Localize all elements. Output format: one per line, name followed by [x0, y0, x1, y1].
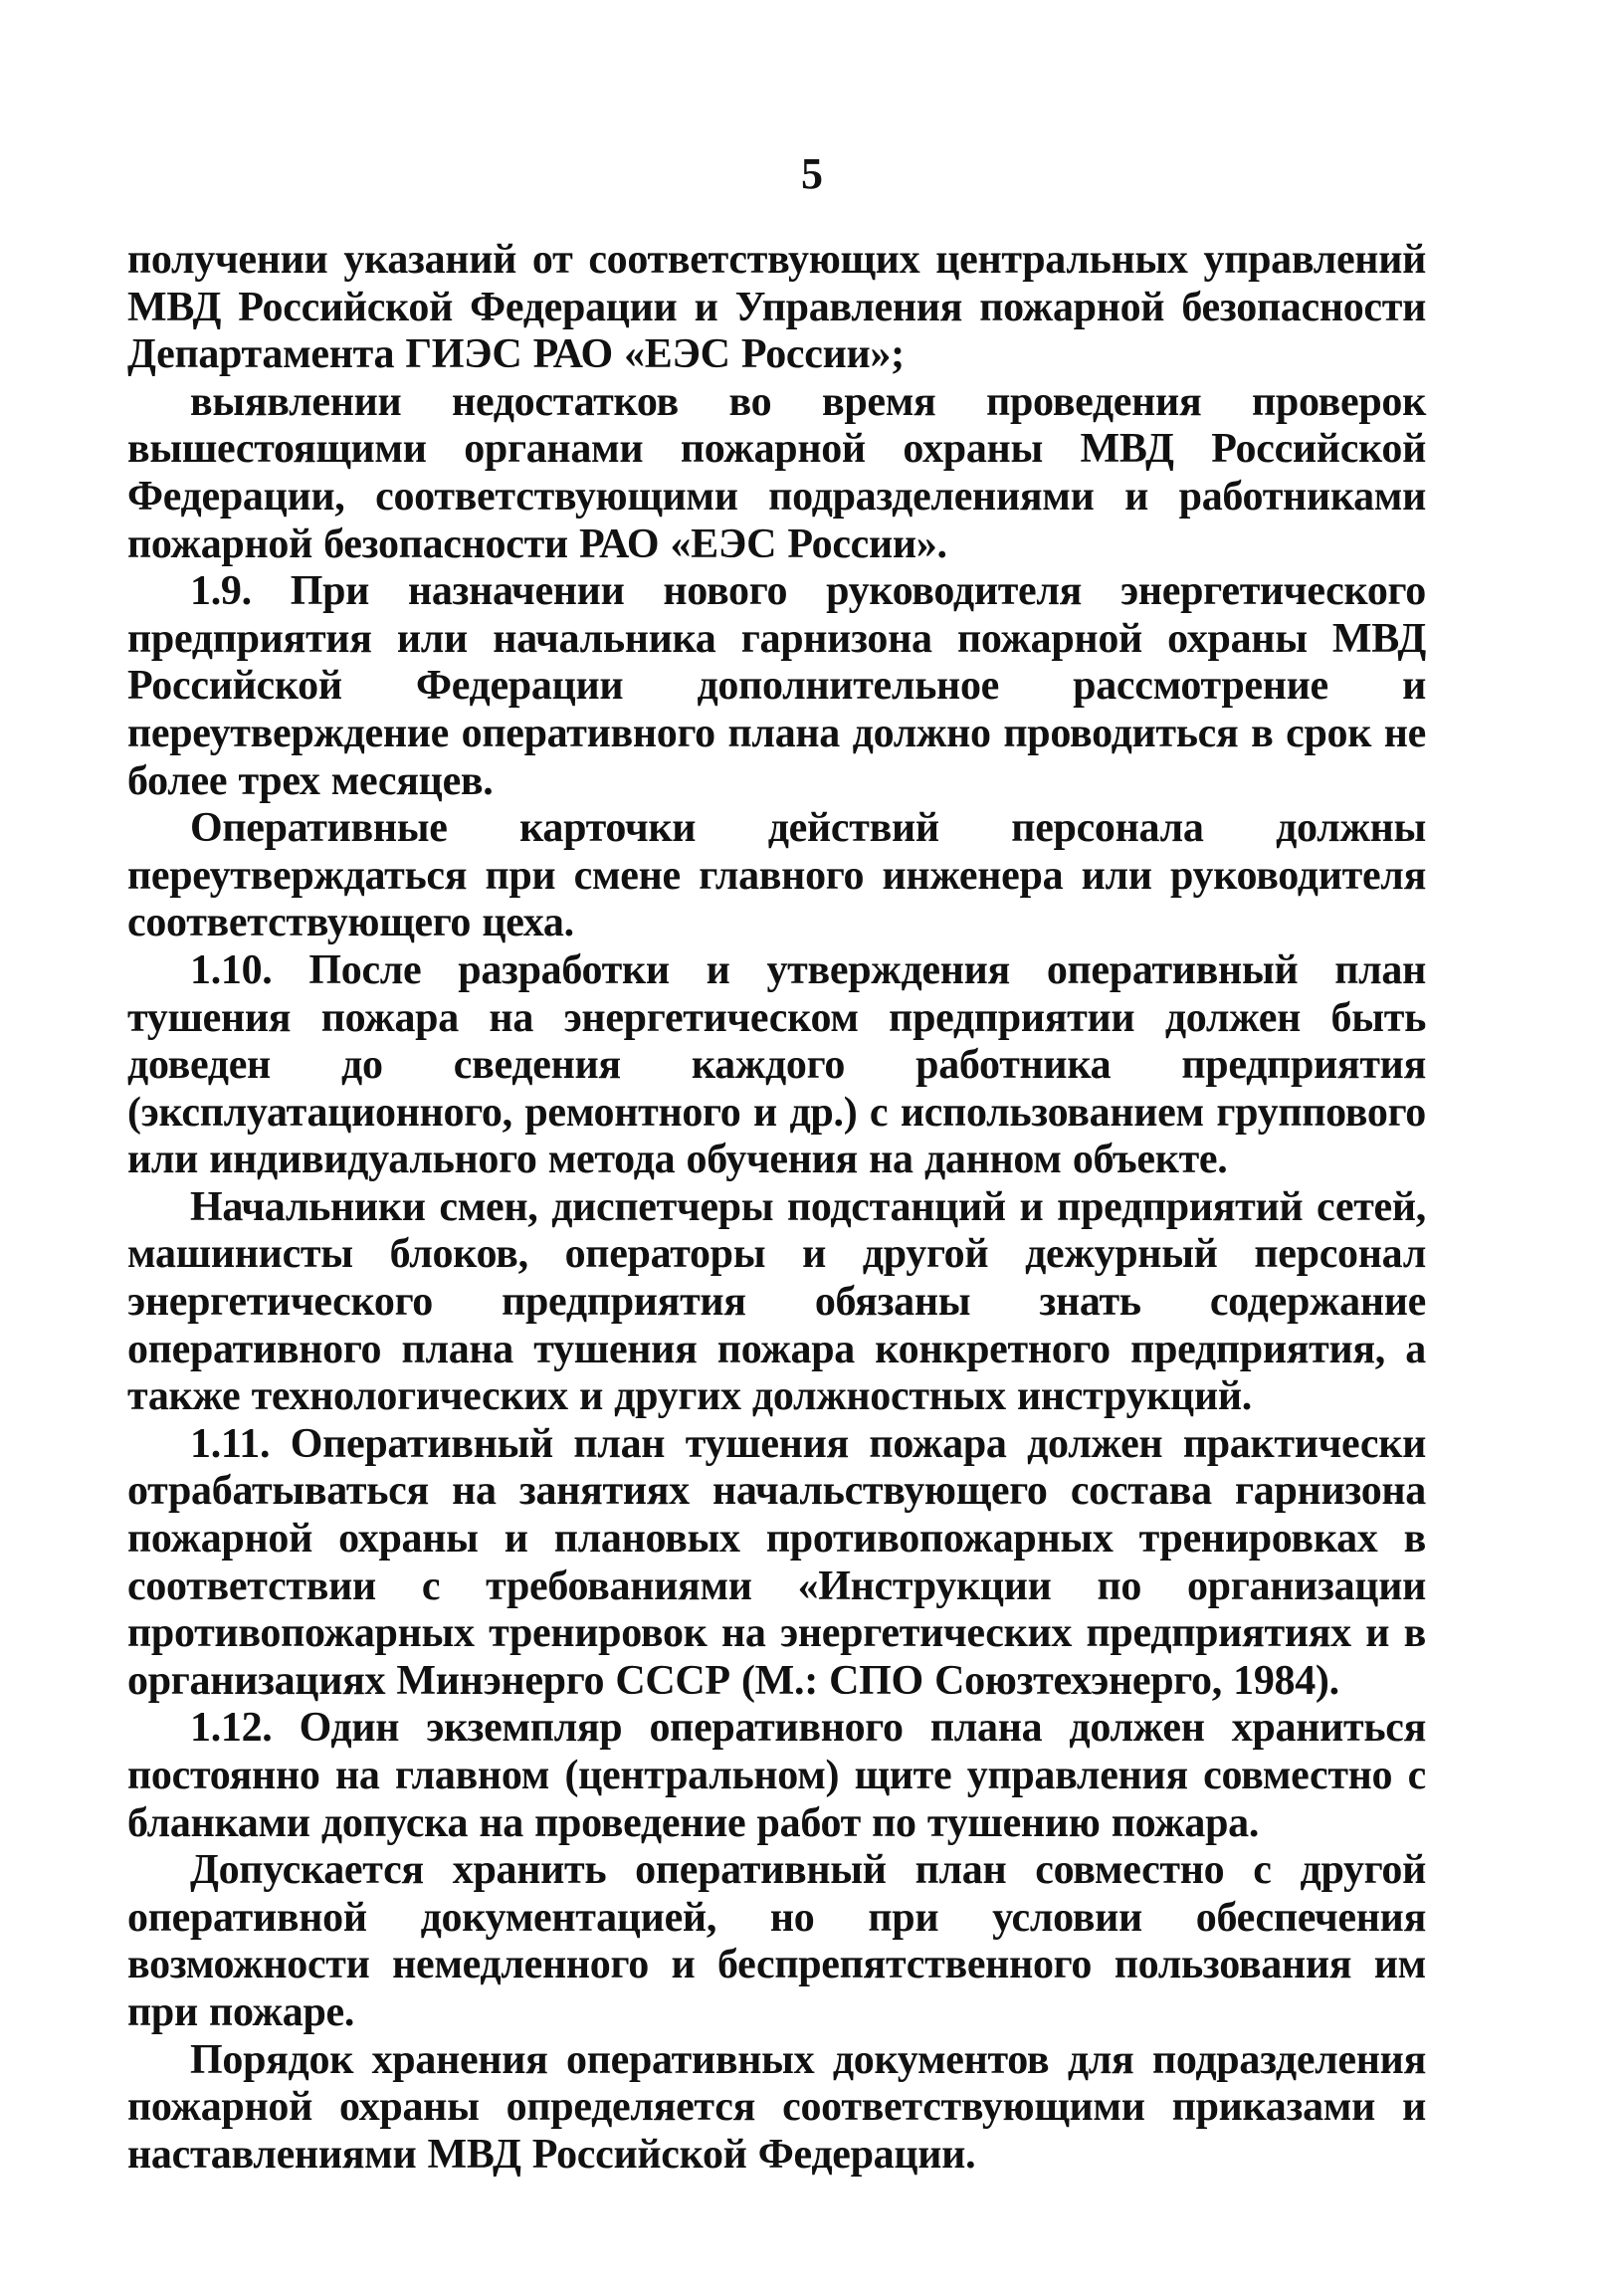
- page-number: 5: [801, 149, 823, 198]
- paragraph-6: Начальники смен, диспетчеры подстанций и предприятий сетей, машинисты блоков, операторы и другой дежурный персонал энергетического предприятия обязаны знать содержание оперативного плана тушения пожара конкретного предприятия, а также технологических и других должностных инструкций.: [127, 1183, 1426, 1420]
- paragraph-4: Оперативные карточки действий персонала должны переутверждаться при смене главного инженера или руководителя соответствующего цеха.: [127, 805, 1426, 946]
- paragraph-1: получении указаний от соответствующих центральных управлений МВД Российской Федерации и Управления пожарной безопасности Департамента ГИЭС РАО «ЕЭС России»;: [127, 237, 1426, 378]
- paragraph-1-11: 1.11. Оперативный план тушения пожара должен практически отрабатываться на занятиях начальствующего состава гарнизона пожарной охраны и плановых противопожарных тренировках в соответствии с требованиями «Инструкции по организации противопожарных тренировок на энергетических предприятиях и в организациях Минэнерго СССР (М.: СПО Союзтехэнерго, 1984).: [127, 1420, 1426, 1704]
- body-text: [127, 237, 1426, 2179]
- paragraph-1-9: 1.9. При назначении нового руководителя энергетического предприятия или начальника гарнизона пожарной охраны МВД Российской Федерации дополнительное рассмотрение и переутверждение оперативного плана должно проводиться в срок не более трех месяцев.: [127, 568, 1426, 804]
- paragraph-10: Порядок хранения оперативных документов для подразделения пожарной охраны определяется соответствующими приказами и наставлениями МВД Российской Федерации.: [127, 2036, 1426, 2178]
- paragraph-9: Допускается хранить оперативный план совместно с другой оперативной документацией, но при условии обеспечения возможности немедленного и беспрепятственного пользования им при пожаре.: [127, 1847, 1426, 2035]
- paragraph-2: выявлении недостатков во время проведения проверок вышестоящими органами пожарной охраны МВД Российской Федерации, соответствующими подразделениями и работниками пожарной безопасности РАО «ЕЭС России».: [127, 378, 1426, 567]
- paragraph-1-10: 1.10. После разработки и утверждения оперативный план тушения пожара на энергетическом предприятии должен быть доведен до сведения каждого работника предприятия (эксплуатационного, ремонтного и др.) с использованием группового или индивидуального метода обучения на данном объекте.: [127, 946, 1426, 1183]
- paragraph-1-12: 1.12. Один экземпляр оперативного плана должен храниться постоянно на главном (центральном) щите управления совместно с бланками допуска на проведение работ по тушению пожара.: [127, 1705, 1426, 1846]
